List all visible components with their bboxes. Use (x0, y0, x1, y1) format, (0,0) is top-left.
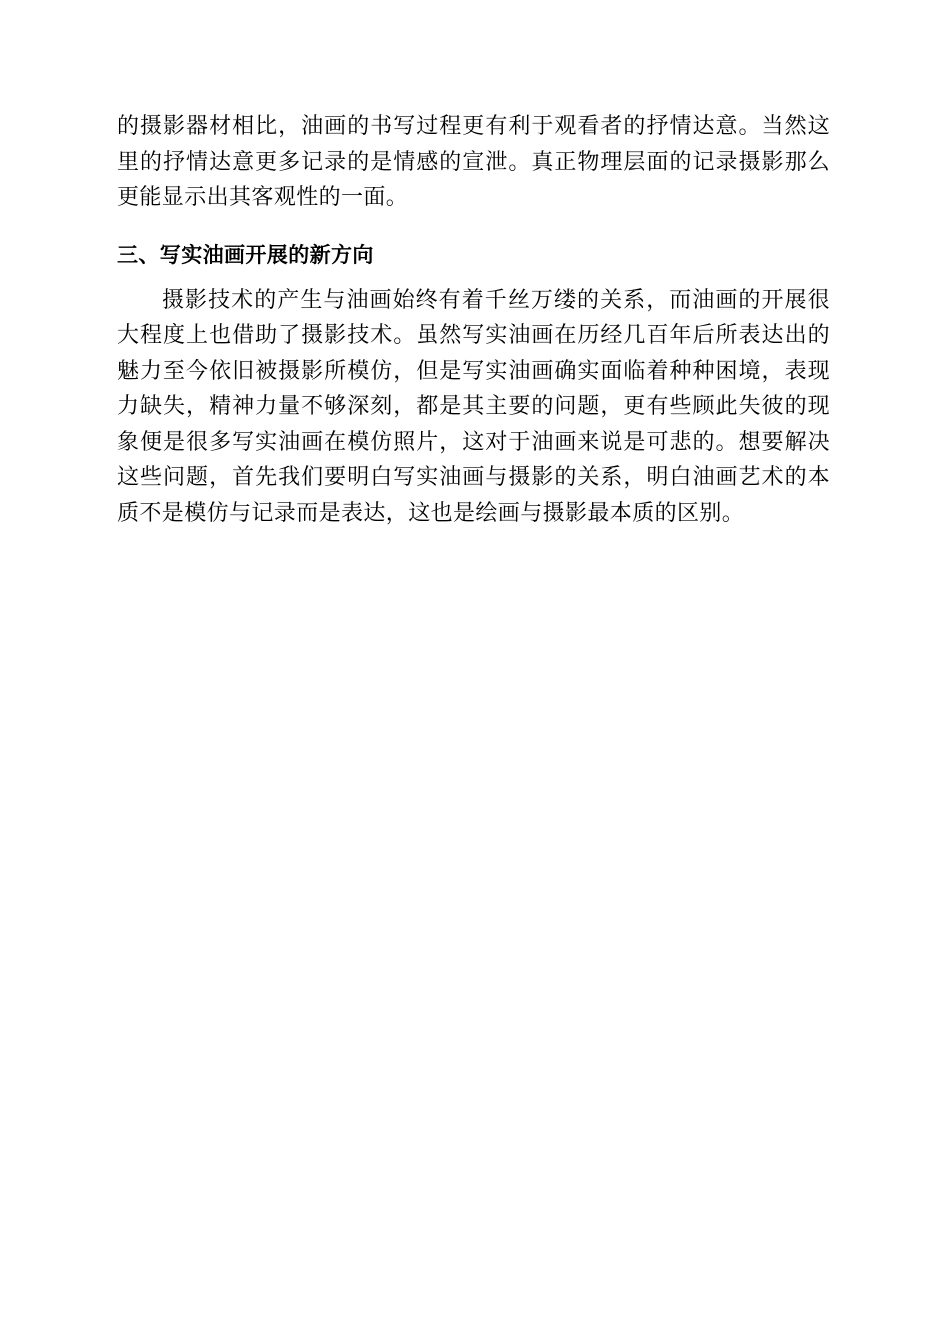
paragraph-main: 摄影技术的产生与油画始终有着千丝万缕的关系，而油画的开展很大程度上也借助了摄影技术。虽然写实油画在历经几百年后所表达出的魅力至今依旧被摄影所模仿，但是写实油画确实面临着种种困境，表现力缺失，精神力量不够深刻，都是其主要的问题，更有些顾此失彼的现象便是很多写实油画在模仿照片，这对于油画来说是可悲的。想要解决这些问题，首先我们要明白写实油画与摄影的关系，明白油画艺术的本质不是模仿与记录而是表达，这也是绘画与摄影最本质的区别。 (117, 287, 830, 526)
document-body (117, 109, 830, 531)
section-heading: 三、写实油画开展的新方向 (117, 242, 374, 267)
paragraph-continued: 的摄影器材相比，油画的书写过程更有利于观看者的抒情达意。当然这里的抒情达意更多记录的是情感的宣泄。真正物理层面的记录摄影那么更能显示出其客观性的一面。 (117, 114, 830, 210)
